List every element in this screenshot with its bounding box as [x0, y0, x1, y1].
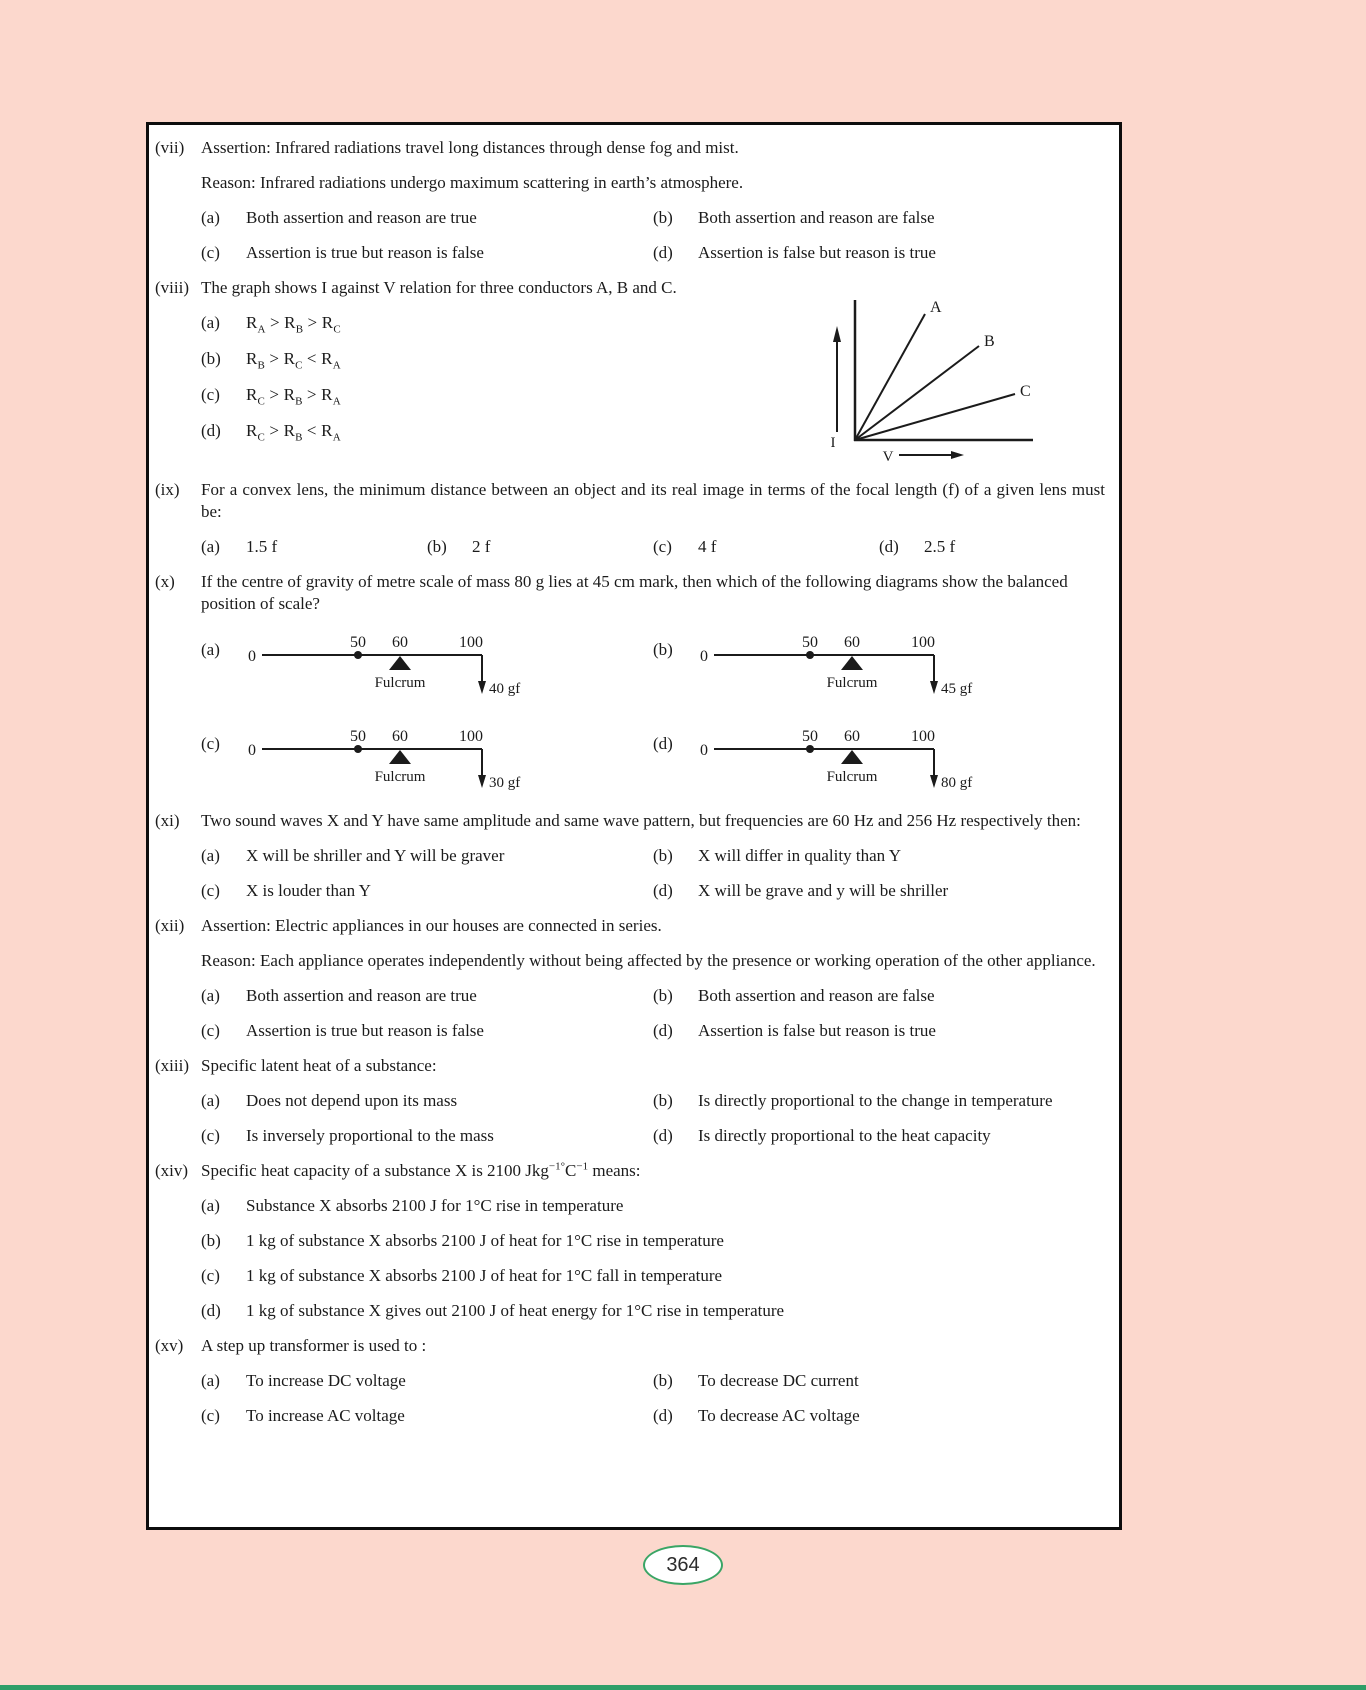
option-text: Is directly proportional to the change in temperature — [698, 1091, 1053, 1110]
line-label-b: B — [984, 333, 995, 350]
option-text: Both assertion and reason are false — [698, 208, 935, 227]
options-list — [201, 1195, 1105, 1322]
scale-zero-label: 0 — [700, 742, 708, 759]
question-viii-content — [201, 299, 1105, 466]
fulcrum-label: Fulcrum — [374, 675, 426, 691]
options-grid — [201, 1090, 1105, 1147]
option-label: (c) — [201, 1126, 220, 1145]
scale-diagrams — [201, 625, 1105, 797]
option-label: (b) — [201, 1231, 221, 1250]
reason-text: Reason: Infrared radiations undergo maximum scattering in earth’s atmosphere. — [201, 173, 744, 192]
assertion-text: Assertion: Electric appliances in our houses are connected in series. — [201, 916, 662, 935]
down-arrowhead-icon — [478, 681, 486, 694]
option-c — [201, 880, 653, 902]
weight-label: 40 gf — [489, 681, 521, 697]
question-xiv — [155, 1160, 1105, 1322]
fulcrum-label: Fulcrum — [826, 675, 878, 691]
option-a — [201, 536, 427, 558]
question-label: (x) — [155, 572, 175, 591]
question-label: (xv) — [155, 1336, 184, 1355]
option-a — [201, 845, 653, 867]
question-text: For a convex lens, the minimum distance between an object and its real image in terms of the focal length (f) of a given lens must be: — [201, 480, 1105, 521]
y-axis-label: I — [830, 435, 836, 451]
iv-graph — [793, 294, 1043, 466]
option-text: X will differ in quality than Y — [698, 846, 902, 865]
line-a — [855, 314, 925, 440]
metre-scale-figure — [698, 719, 1008, 797]
option-label: (b) — [653, 640, 673, 659]
option-text: Is directly proportional to the heat capacity — [698, 1126, 991, 1145]
metre-scale-figure — [246, 625, 556, 703]
scale-100-label: 100 — [911, 634, 935, 651]
reason-text: Reason: Each appliance operates independently without being affected by the presence or working operation of the other appliance. — [201, 951, 1096, 970]
option-text: 4 f — [698, 537, 717, 556]
question-xii — [155, 915, 1105, 1042]
scale-50-label: 50 — [802, 634, 818, 651]
fulcrum-triangle-icon — [841, 750, 863, 764]
question-text: If the centre of gravity of metre scale of mass 80 g lies at 45 cm mark, then which of the following diagrams show the balanced position of scale? — [201, 572, 1068, 613]
option-text: 1 kg of substance X absorbs 2100 J of heat for 1°C rise in temperature — [246, 1231, 724, 1250]
question-text: Specific latent heat of a substance: — [201, 1056, 437, 1075]
resistance-relation: $R_C > R_B < R_A$ — [246, 421, 341, 444]
option-text: Is inversely proportional to the mass — [246, 1126, 494, 1145]
fulcrum-triangle-icon — [389, 750, 411, 764]
option-label: (a) — [201, 1371, 220, 1390]
scale-50-label: 50 — [350, 634, 366, 651]
down-arrowhead-icon — [930, 681, 938, 694]
option-label: (b) — [653, 1371, 673, 1390]
content-frame — [146, 122, 1122, 1530]
question-label: (vii) — [155, 138, 185, 157]
option-label: (d) — [201, 421, 221, 440]
fulcrum-label: Fulcrum — [374, 769, 426, 785]
option-label: (a) — [201, 313, 220, 332]
line-label-a: A — [930, 299, 942, 316]
question-text: Two sound waves X and Y have same amplitude and same wave pattern, but frequencies are 60 Hz and 256 Hz respectively then: — [201, 811, 1081, 830]
option-a — [201, 1370, 653, 1392]
option-label: (b) — [653, 208, 673, 227]
question-text: A step up transformer is used to : — [201, 1336, 427, 1355]
option-d — [201, 1300, 1105, 1322]
option-text: 1 kg of substance X gives out 2100 J of heat energy for 1°C rise in temperature — [246, 1301, 785, 1320]
option-text: 1 kg of substance X absorbs 2100 J of heat for 1°C fall in temperature — [246, 1266, 723, 1285]
question-label: (xi) — [155, 811, 180, 830]
option-label: (a) — [201, 846, 220, 865]
option-c — [201, 1125, 653, 1147]
metre-scale-figure — [698, 625, 1008, 703]
option-d — [653, 242, 1105, 264]
option-text: To decrease AC voltage — [698, 1406, 860, 1425]
options-grid — [201, 985, 1105, 1042]
option-label: (c) — [201, 1021, 220, 1040]
option-a — [201, 207, 653, 229]
options-list — [201, 312, 681, 442]
option-d — [653, 880, 1105, 902]
option-d — [653, 1405, 1105, 1427]
option-b — [653, 845, 1105, 867]
scale-60-label: 60 — [392, 634, 408, 651]
option-d — [201, 420, 681, 442]
option-c — [201, 384, 681, 406]
question-ix — [155, 479, 1105, 558]
scale-60-label: 60 — [844, 634, 860, 651]
option-label: (a) — [201, 986, 220, 1005]
line-c — [855, 394, 1015, 440]
option-b — [201, 1230, 1105, 1252]
scale-100-label: 100 — [459, 728, 483, 745]
question-text: Specific heat capacity of a substance X is 2100 $Jkg^{-1^\circ}C^{-1}$ means: — [201, 1160, 641, 1180]
option-label: (c) — [201, 1406, 220, 1425]
question-vii — [155, 137, 1105, 264]
option-b — [653, 1090, 1105, 1112]
option-c — [201, 1020, 653, 1042]
option-d — [653, 1125, 1105, 1147]
option-label: (a) — [201, 640, 220, 659]
option-b — [201, 348, 681, 370]
option-b — [653, 1370, 1105, 1392]
cg-dot — [806, 745, 814, 753]
option-text: 2 f — [472, 537, 491, 556]
weight-label: 30 gf — [489, 775, 521, 791]
scale-60-label: 60 — [844, 728, 860, 745]
option-label: (d) — [653, 881, 673, 900]
question-label: (xii) — [155, 916, 185, 935]
option-c — [653, 536, 879, 558]
metre-scale-figure — [246, 719, 556, 797]
scale-50-label: 50 — [350, 728, 366, 745]
question-label: (viii) — [155, 278, 189, 297]
option-text: Assertion is true but reason is false — [246, 243, 484, 262]
option-label: (d) — [653, 243, 673, 262]
assertion-text: Assertion: Infrared radiations travel long distances through dense fog and mist. — [201, 138, 739, 157]
scale-zero-label: 0 — [248, 648, 256, 665]
option-a — [201, 1090, 653, 1112]
option-label: (d) — [879, 537, 899, 556]
question-viii — [155, 277, 1105, 466]
cg-dot — [354, 745, 362, 753]
option-label: (d) — [653, 1406, 673, 1425]
option-b — [653, 985, 1105, 1007]
option-a — [201, 312, 681, 334]
option-c — [201, 1405, 653, 1427]
scale-diagram-d — [653, 719, 1105, 797]
resistance-relation: $R_B > R_C < R_A$ — [246, 349, 341, 372]
question-label: (xiv) — [155, 1161, 189, 1180]
option-text: 2.5 f — [924, 537, 956, 556]
option-text: Both assertion and reason are false — [698, 986, 935, 1005]
weight-label: 45 gf — [941, 681, 973, 697]
option-text: X will be shriller and Y will be graver — [246, 846, 505, 865]
option-b — [653, 207, 1105, 229]
superscript: −1 — [576, 1160, 589, 1173]
scale-zero-label: 0 — [700, 648, 708, 665]
bottom-accent-bar — [0, 1685, 1366, 1690]
option-d — [879, 536, 1105, 558]
page-number: 364 — [666, 1553, 700, 1576]
option-label: (a) — [201, 537, 220, 556]
option-label: (c) — [201, 881, 220, 900]
question-xiii — [155, 1055, 1105, 1147]
fulcrum-label: Fulcrum — [826, 769, 878, 785]
option-c — [201, 242, 653, 264]
option-text: Both assertion and reason are true — [246, 986, 477, 1005]
option-c — [201, 1265, 1105, 1287]
scale-zero-label: 0 — [248, 742, 256, 759]
option-a — [201, 1195, 1105, 1217]
cg-dot — [806, 651, 814, 659]
option-label: (a) — [201, 1196, 220, 1215]
option-label: (c) — [201, 1266, 220, 1285]
question-label: (xiii) — [155, 1056, 189, 1075]
option-label: (b) — [653, 1091, 673, 1110]
question-x — [155, 571, 1105, 797]
page-number-badge — [643, 1545, 723, 1585]
right-arrowhead-icon — [951, 451, 964, 459]
option-text: To increase DC voltage — [246, 1371, 406, 1390]
option-label: (b) — [653, 846, 673, 865]
scale-diagram-a — [201, 625, 653, 703]
question-xi — [155, 810, 1105, 902]
resistance-relation: $R_C > R_B > R_A$ — [246, 385, 341, 408]
scale-100-label: 100 — [911, 728, 935, 745]
scale-100-label: 100 — [459, 634, 483, 651]
option-text: Does not depend upon its mass — [246, 1091, 458, 1110]
option-a — [201, 985, 653, 1007]
options-grid — [201, 207, 1105, 264]
fulcrum-triangle-icon — [841, 656, 863, 670]
question-text: The graph shows I against V relation for three conductors A, B and C. — [201, 278, 677, 297]
options-row — [201, 536, 1105, 558]
option-text: Assertion is false but reason is true — [698, 243, 936, 262]
fulcrum-triangle-icon — [389, 656, 411, 670]
option-text: To increase AC voltage — [246, 1406, 405, 1425]
cg-dot — [354, 651, 362, 659]
option-label: (d) — [653, 1126, 673, 1145]
option-label: (a) — [201, 1091, 220, 1110]
option-label: (b) — [427, 537, 447, 556]
x-axis-label: V — [882, 449, 894, 465]
question-xv — [155, 1335, 1105, 1427]
option-text: Assertion is false but reason is true — [698, 1021, 936, 1040]
option-label: (b) — [201, 349, 221, 368]
question-label: (ix) — [155, 480, 180, 499]
option-label: (b) — [653, 986, 673, 1005]
up-arrowhead-icon — [833, 326, 841, 342]
option-label: (c) — [653, 537, 672, 556]
option-text: Substance X absorbs 2100 J for 1°C rise in temperature — [246, 1196, 624, 1215]
option-label: (c) — [201, 385, 220, 404]
option-label: (c) — [201, 243, 220, 262]
down-arrowhead-icon — [930, 775, 938, 788]
weight-label: 80 gf — [941, 775, 973, 791]
scale-diagram-b — [653, 625, 1105, 703]
line-b — [855, 346, 979, 440]
options-grid — [201, 1370, 1105, 1427]
option-label: (d) — [653, 1021, 673, 1040]
option-label: (c) — [201, 734, 220, 753]
option-text: Assertion is true but reason is false — [246, 1021, 484, 1040]
down-arrowhead-icon — [478, 775, 486, 788]
line-label-c: C — [1020, 383, 1031, 400]
option-label: (d) — [653, 734, 673, 753]
scale-60-label: 60 — [392, 728, 408, 745]
option-text: To decrease DC current — [698, 1371, 859, 1390]
scale-50-label: 50 — [802, 728, 818, 745]
options-grid — [201, 845, 1105, 902]
option-b — [427, 536, 653, 558]
scale-diagram-c — [201, 719, 653, 797]
option-label: (d) — [201, 1301, 221, 1320]
option-label: (a) — [201, 208, 220, 227]
option-text: X is louder than Y — [246, 881, 371, 900]
resistance-relation: $R_A > R_B > R_C$ — [246, 313, 341, 336]
option-text: X will be grave and y will be shriller — [698, 881, 949, 900]
option-d — [653, 1020, 1105, 1042]
option-text: 1.5 f — [246, 537, 278, 556]
superscript: −1° — [548, 1160, 566, 1173]
option-text: Both assertion and reason are true — [246, 208, 477, 227]
